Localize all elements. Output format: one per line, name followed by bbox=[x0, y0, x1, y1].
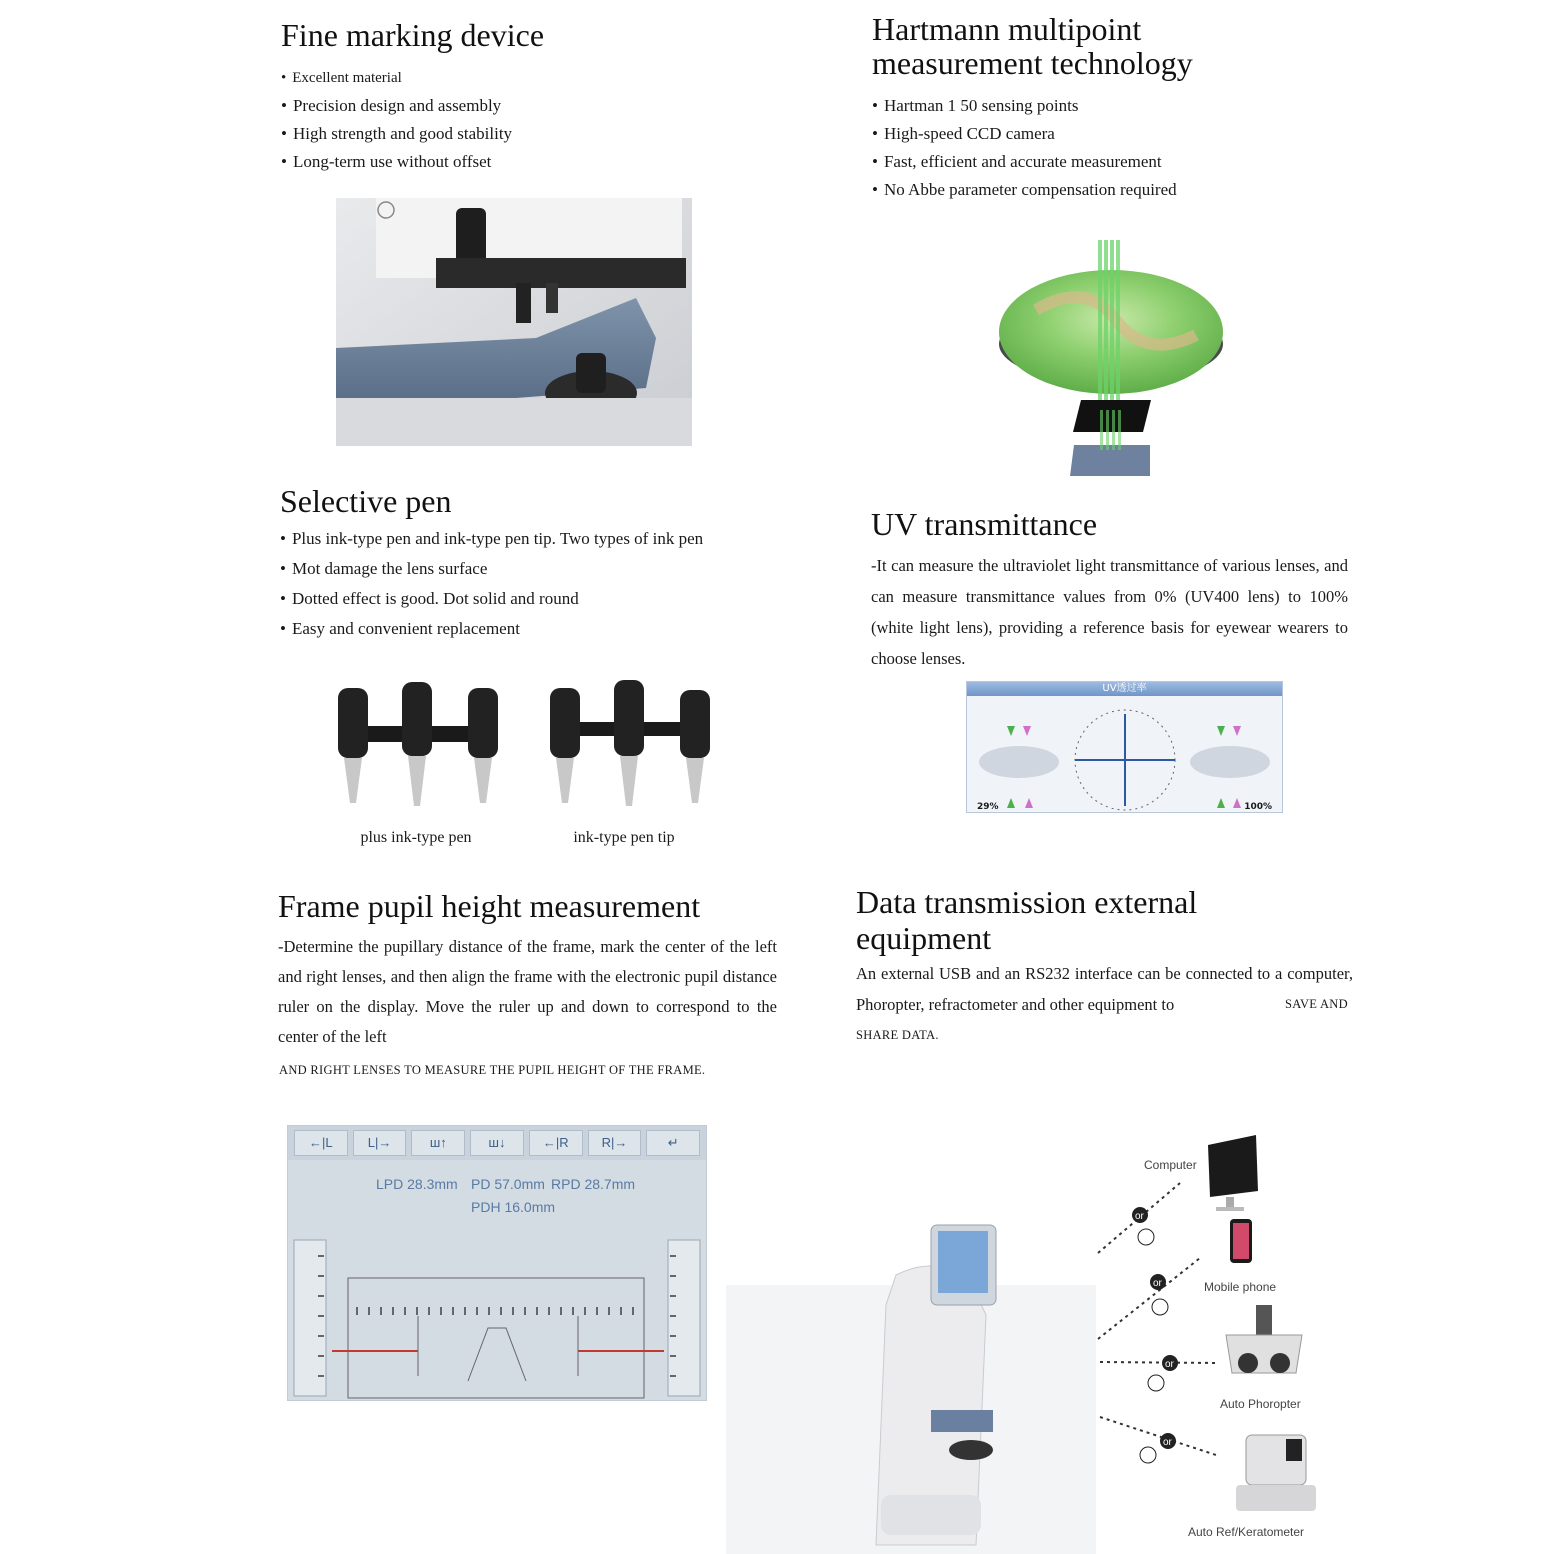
move-left-out-button[interactable]: L|→ bbox=[353, 1130, 407, 1156]
pupil-ruler bbox=[288, 1236, 706, 1400]
mobile-phone-label: Mobile phone bbox=[1204, 1280, 1277, 1294]
move-left-in-button[interactable]: ←|L bbox=[294, 1130, 348, 1156]
list-item: • Fast, efficient and accurate measurement bbox=[872, 148, 1177, 176]
lensmeter-device-illustration bbox=[876, 1225, 996, 1545]
fine-marking-title: Fine marking device bbox=[281, 17, 545, 53]
list-item: • Plus ink-type pen and ink-type pen tip. Two types of ink pen bbox=[280, 524, 703, 554]
move-right-in-button[interactable]: ←|R bbox=[529, 1130, 583, 1156]
list-item: • Mot damage the lens surface bbox=[280, 554, 703, 584]
list-item: • High strength and good stability bbox=[281, 120, 512, 148]
phoropter-label: Auto Phoropter bbox=[1220, 1397, 1301, 1411]
plus-ink-pen-caption: plus ink-type pen bbox=[360, 829, 472, 846]
pupil-screen bbox=[287, 1125, 707, 1401]
computer-label: Computer bbox=[1144, 1158, 1197, 1172]
list-item: • Dotted effect is good. Dot solid and round bbox=[280, 584, 703, 614]
pdh-readout: PDH 16.0mm bbox=[471, 1199, 556, 1215]
list-item: • Precision design and assembly bbox=[281, 92, 512, 120]
ink-pen-tip-photo bbox=[540, 678, 718, 810]
ink-pen-tip-caption: ink-type pen tip bbox=[573, 829, 675, 846]
list-item: • No Abbe parameter compensation required bbox=[872, 176, 1177, 204]
frame-pupil-caps: AND RIGHT LENSES TO MEASURE THE PUPIL HEIGHT OF THE FRAME. bbox=[279, 1063, 706, 1077]
uv-right-value: 100% bbox=[1244, 802, 1272, 812]
frame-pupil-body: -Determine the pupillary distance of the frame, mark the center of the left and right lenses, and then align the frame with the electronic pupil distance ruler on the display. Move the ruler up and down to correspond to the center of the left bbox=[278, 937, 777, 1046]
keratometer-icon bbox=[1236, 1435, 1316, 1511]
mobile-phone-icon bbox=[1230, 1219, 1252, 1263]
marking-device-photo bbox=[336, 198, 692, 446]
list-item: • Excellent material bbox=[281, 64, 512, 92]
list-item: • Hartman 1 50 sensing points bbox=[872, 92, 1177, 120]
plus-ink-pen-photo bbox=[330, 678, 506, 810]
uv-title: UV transmittance bbox=[871, 506, 1098, 542]
uv-screen bbox=[966, 681, 1283, 813]
data-transmission-title: Data transmission external equipment bbox=[856, 884, 1198, 956]
data-transmission-caps-1: SAVE AND bbox=[1285, 997, 1348, 1011]
hartmann-bullets bbox=[872, 92, 1177, 204]
data-transmission-caps-2: SHARE DATA. bbox=[856, 1028, 939, 1042]
uv-left-value: 29% bbox=[977, 802, 999, 812]
or-label: or bbox=[1163, 1437, 1172, 1448]
pd-readout: PD 57.0mm bbox=[471, 1176, 545, 1192]
rpd-readout: RPD 28.7mm bbox=[551, 1176, 636, 1192]
selective-pen-bullets bbox=[280, 524, 703, 644]
return-button[interactable]: ↵ bbox=[646, 1130, 700, 1156]
pupil-screen-toolbar bbox=[288, 1126, 706, 1160]
hartmann-lens-illustration bbox=[996, 240, 1226, 476]
or-label: or bbox=[1153, 1278, 1162, 1289]
uv-screen-header: UV透过率 bbox=[967, 682, 1282, 696]
list-item: • Easy and convenient replacement bbox=[280, 614, 703, 644]
move-right-out-button[interactable]: R|→ bbox=[588, 1130, 642, 1156]
fine-marking-bullets bbox=[281, 64, 512, 176]
lpd-readout: LPD 28.3mm bbox=[376, 1176, 458, 1192]
or-label: or bbox=[1135, 1211, 1144, 1222]
hartmann-title: Hartmann multipoint measurement technology bbox=[872, 11, 1193, 81]
frame-pupil-title: Frame pupil height measurement bbox=[278, 888, 701, 924]
data-transmission-diagram bbox=[726, 1125, 1356, 1554]
selective-pen-title: Selective pen bbox=[280, 483, 452, 519]
move-down-button[interactable]: ш↓ bbox=[470, 1130, 524, 1156]
or-label: or bbox=[1165, 1359, 1174, 1370]
list-item: • Long-term use without offset bbox=[281, 148, 512, 176]
keratometer-label: Auto Ref/Keratometer bbox=[1188, 1525, 1305, 1539]
move-up-button[interactable]: ш↑ bbox=[411, 1130, 465, 1156]
data-transmission-body: An external USB and an RS232 interface can be connected to a computer, Phoropter, refractometer and other equipment to bbox=[856, 964, 1353, 1014]
list-item: • High-speed CCD camera bbox=[872, 120, 1177, 148]
uv-body: -It can measure the ultraviolet light transmittance of various lenses, and can measure transmittance values from 0% (UV400 lens) to 100% (white light lens), providing a reference basis for eyewear wearers to choose lenses. bbox=[871, 556, 1348, 668]
